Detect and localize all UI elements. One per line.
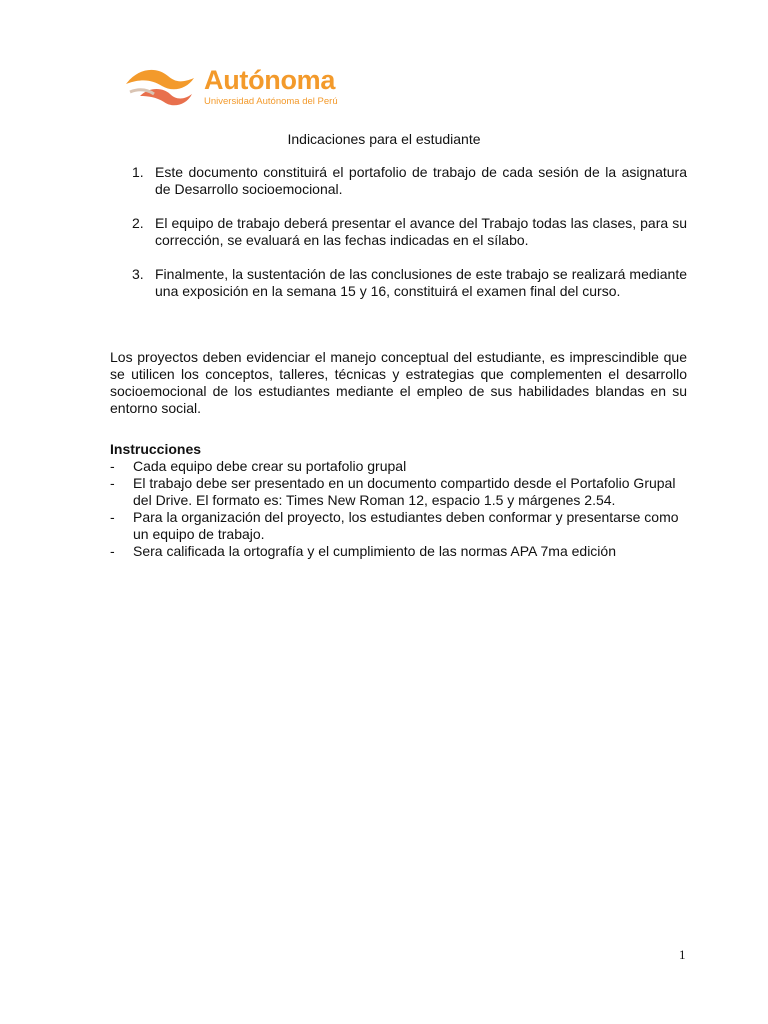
numbered-list [132,164,687,317]
list-number: 3. [132,266,144,282]
list-item [110,509,687,543]
document-title: Indicaciones para el estudiante [287,131,481,147]
logo-mark-icon [120,62,200,110]
list-item-text: Para la organización del proyecto, los estudiantes deben conformar y presentarse como un equipo de trabajo. [133,509,679,542]
list-item [132,215,687,249]
list-number: 1. [132,164,144,180]
bullet-dash: - [110,458,115,474]
list-item [110,458,687,475]
page-number: 1 [679,947,686,962]
list-item-text: Finalmente, la sustentación de las conclusiones de este trabajo se realizará mediante una exposición en la semana 15 y 16, constituirá el examen final del curso. [155,266,687,299]
list-number: 2. [132,215,144,231]
logo-subtitle: Universidad Autónoma del Perú [204,96,338,107]
list-item [110,543,687,560]
list-item [132,164,687,198]
instructions-heading: Instrucciones [110,441,202,457]
university-logo [120,62,360,112]
instructions-list [110,458,687,560]
bullet-dash: - [110,509,115,525]
logo-title: Autónoma [204,65,336,95]
list-item [110,475,687,509]
bullet-dash: - [110,543,115,559]
bullet-dash: - [110,475,115,491]
list-item-text: El trabajo debe ser presentado en un documento compartido desde el Portafolio Grupal del Drive. El formato es: Times New Roman 12, espacio 1.5 y márgenes 2.54. [133,475,676,508]
list-item-text: El equipo de trabajo deberá presentar el avance del Trabajo todas las clases, para su corrección, se evaluará en las fechas indicadas en el sílabo. [155,215,687,248]
list-item-text: Sera calificada la ortografía y el cumplimiento de las normas APA 7ma edición [133,543,616,559]
list-item [132,266,687,300]
body-paragraph: Los proyectos deben evidenciar el manejo conceptual del estudiante, es imprescindible que se utilicen los conceptos, talleres, técnicas y estrategias que complementen el desarrollo socioemocional de los estudiantes mediante el empleo de sus habilidades blandas en su entorno social. [110,349,687,416]
list-item-text: Cada equipo debe crear su portafolio grupal [133,458,407,474]
list-item-text: Este documento constituirá el portafolio de trabajo de cada sesión de la asignatura de Desarrollo socioemocional. [155,164,687,197]
